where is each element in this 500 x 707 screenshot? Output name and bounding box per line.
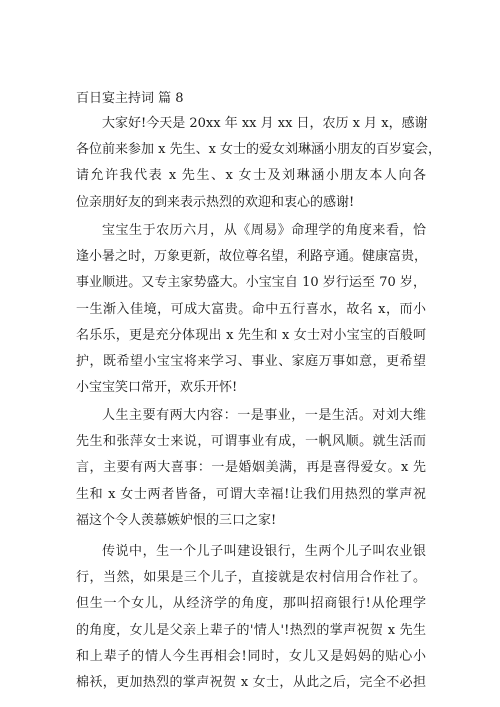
text-line: 和上辈子的情人今生再相会!同时，女儿又是妈妈的贴心小 bbox=[76, 648, 426, 664]
paragraph-legend bbox=[76, 539, 426, 696]
paragraph-life bbox=[76, 403, 426, 534]
text-line: 福这个令人羡慕嫉妒恨的三口之家! bbox=[76, 512, 277, 528]
text-line: 大家好!今天是 20xx 年 xx 月 xx 日，农历 x 月 x，感谢 bbox=[102, 116, 428, 131]
text-line: 逢小暑之时，万象更新，故位尊名望，利路亨通。健康富贵， bbox=[76, 249, 428, 265]
text-line: 位亲朋好友的到来表示热烈的欢迎和衷心的感谢! bbox=[76, 194, 355, 210]
text-line: 小宝宝笑口常开，欢乐开怀! bbox=[76, 380, 238, 396]
text-line: 言，主要有两大喜事：一是婚姻美满，再是喜得爱女。x 先 bbox=[76, 460, 426, 476]
text-line: 棉袄，更加热烈的掌声祝贺 x 女士，从此之后，完全不必担 bbox=[76, 675, 426, 691]
document-title: 百日宴主持词 篇 8 bbox=[76, 91, 184, 106]
text-line: 名乐乐，更是充分体现出 x 先生和 x 女士对小宝宝的百般呵 bbox=[76, 327, 426, 343]
text-line: 先生和张萍女士来说，可谓事业有成，一帆风顺。就生活而 bbox=[76, 434, 426, 450]
paragraph-greeting bbox=[76, 111, 442, 216]
paragraph-birth bbox=[76, 218, 426, 401]
text-line: 人生主要有两大内容：一是事业，一是生活。对刘大维 bbox=[102, 408, 426, 423]
text-line: 的角度，女儿是父亲上辈子的'情人'!热烈的掌声祝贺 x 先生 bbox=[76, 622, 426, 638]
text-line: 但生一个女儿，从经济学的角度，那叫招商银行!从伦理学 bbox=[76, 596, 426, 612]
text-line: 行，当然，如果是三个儿子，直接就是农村信用合作社了。 bbox=[76, 570, 426, 586]
text-line: 请允许我代表 x 先生、x 女士及刘琳涵小朋友本人向各 bbox=[76, 168, 426, 184]
text-line: 宝宝生于农历六月，从《周易》命理学的角度来看，恰 bbox=[102, 223, 426, 238]
text-line: 各位前来参加 x 先生、x 女士的爱女刘琳涵小朋友的百岁宴会， bbox=[76, 142, 442, 158]
text-line: 传说中，生一个儿子叫建设银行，生两个儿子叫农业银 bbox=[102, 544, 426, 559]
text-line: 一生渐入佳境，可成大富贵。命中五行喜水，故名 x，而小 bbox=[76, 301, 426, 317]
text-line: 护，既希望小宝宝将来学习、事业、家庭万事如意，更希望 bbox=[76, 354, 426, 370]
text-line: 事业顺进。又专主家势盛大。小宝宝自 10 岁行运至 70 岁， bbox=[76, 275, 426, 291]
text-line: 生和 x 女士两者皆备，可谓大幸福!让我们用热烈的掌声祝 bbox=[76, 486, 426, 502]
